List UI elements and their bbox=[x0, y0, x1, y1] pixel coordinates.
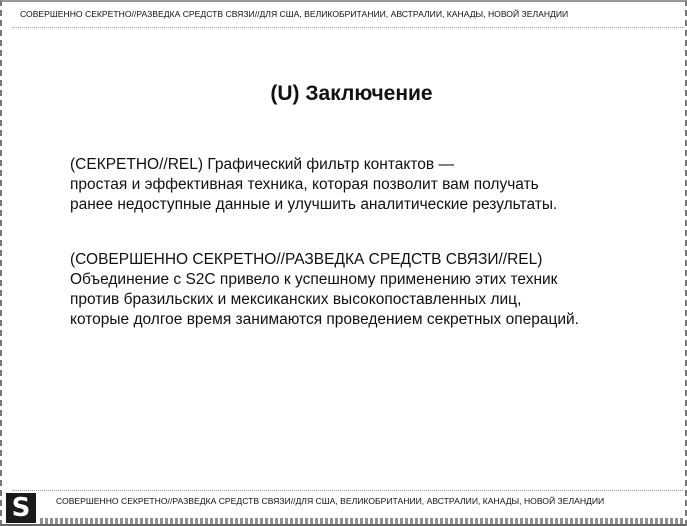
paragraph-line: Объединение с S2C привело к успешному применению этих техник bbox=[70, 271, 558, 288]
paragraph-line: (СОВЕРШЕННО СЕКРЕТНО//РАЗВЕДКА СРЕДСТВ СВЯЗИ//REL) bbox=[70, 251, 543, 268]
paragraph-1 bbox=[70, 155, 670, 215]
paragraph-2 bbox=[70, 250, 670, 330]
top-divider bbox=[12, 27, 683, 28]
bottom-divider bbox=[12, 490, 683, 491]
paragraph-line: простая и эффективная техника, которая позволит вам получать bbox=[70, 176, 539, 193]
paragraph-line: которые долгое время занимаются проведением секретных операций. bbox=[70, 311, 579, 328]
scan-edge-artifact bbox=[40, 518, 685, 524]
top-classification-banner: СОВЕРШЕННО СЕКРЕТНО//РАЗВЕДКА СРЕДСТВ СВЯЗИ//ДЛЯ США, ВЕЛИКОБРИТАНИИ, АВСТРАЛИИ, КАНАДЫ, НОВОЙ ЗЕЛАНДИИ bbox=[20, 9, 569, 19]
paragraph-line: против бразильских и мексиканских высокопоставленных лиц, bbox=[70, 291, 522, 308]
logo-letter: S bbox=[11, 493, 31, 523]
s-logo-icon bbox=[6, 493, 36, 523]
paragraph-line: (СЕКРЕТНО//REL) Графический фильтр контактов — bbox=[70, 156, 454, 173]
paragraph-line: ранее недоступные данные и улучшить аналитические результаты. bbox=[70, 196, 558, 213]
slide-title: (U) Заключение bbox=[270, 82, 433, 105]
bottom-classification-banner: СОВЕРШЕННО СЕКРЕТНО//РАЗВЕДКА СРЕДСТВ СВЯЗИ//ДЛЯ США, ВЕЛИКОБРИТАНИИ, АВСТРАЛИИ, КАНАДЫ, НОВОЙ ЗЕЛАНДИИ bbox=[56, 496, 605, 506]
